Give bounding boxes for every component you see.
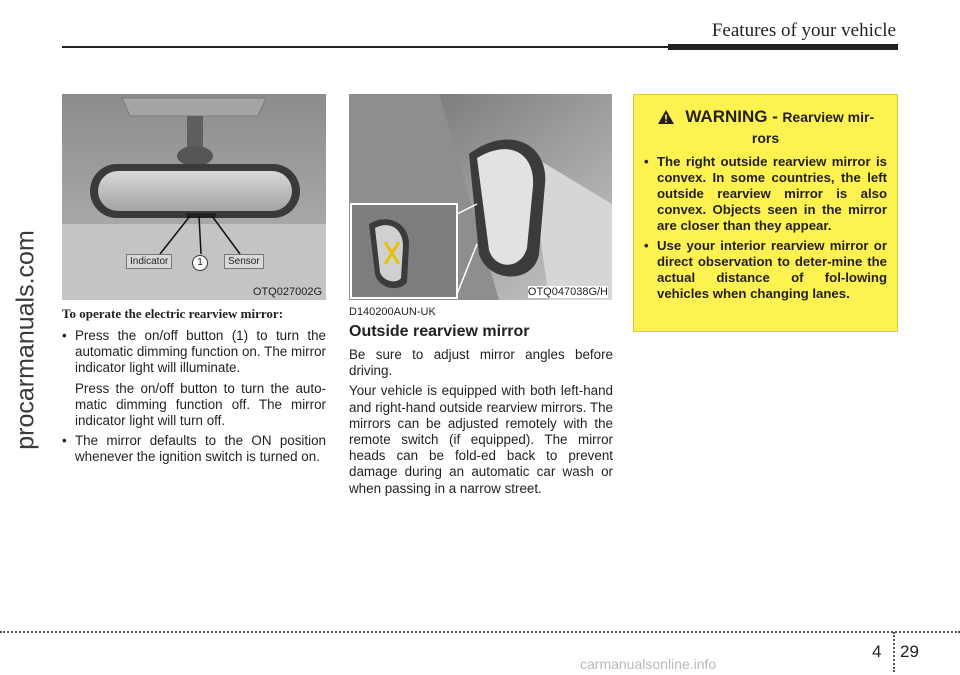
outside-mirror-illustration: [349, 94, 612, 300]
callout-indicator: Indicator: [126, 254, 172, 269]
footer-rule: [0, 631, 960, 633]
chapter-number: 4: [872, 642, 882, 661]
section-code: D140200AUN-UK: [349, 306, 436, 318]
paragraph: Your vehicle is equipped with both left-hand and right-hand outside rearview mirrors. The mirrors can be adjusted remotely with the remote switch (if equipped). The mirror heads can be fold-ed back to prevent damage during an automatic car wash or when passing in a narrow street.: [349, 383, 613, 496]
bullet-list: [62, 328, 326, 466]
warning-triangle-icon: [657, 109, 675, 130]
section-title: Outside rearview mirror: [349, 323, 530, 340]
bullet-icon: •: [62, 433, 67, 449]
warning-heading: [634, 107, 897, 146]
list-item: [644, 154, 887, 234]
figure-outside-mirror: [349, 94, 612, 300]
page-header-title: Features of your vehicle: [711, 20, 896, 41]
warning-text: The right outside rearview mirror is convex. In some countries, the left outside rearview mirror is also convex. Objects seen in the mirror are closer than they appear.: [657, 154, 887, 233]
bullet-text: The mirror defaults to the ON position whenever the ignition switch is turned on.: [75, 433, 326, 465]
warning-box: [633, 94, 898, 332]
column-middle: [349, 306, 613, 501]
warning-title-line1: Rearview mir-: [782, 109, 875, 125]
subheading: To operate the electric rearview mirror:: [62, 306, 284, 321]
footer-divider: [893, 632, 895, 672]
warning-label: WARNING -: [685, 107, 778, 126]
bullet-icon: •: [644, 154, 649, 169]
callout-sensor: Sensor: [224, 254, 264, 269]
list-item: [62, 328, 326, 429]
bullet-icon: •: [644, 238, 649, 253]
side-watermark: procarmanuals.com: [11, 230, 40, 450]
bullet-text: Press the on/off button (1) to turn the automatic dimming function on. The mirror indicator light will illuminate.: [75, 328, 326, 376]
bottom-watermark: carmanualsonline.info: [580, 656, 717, 672]
warning-text: Use your interior rearview mirror or direct observation to deter-mine the actual distance of fol-lowing vehicles when changing lanes.: [657, 238, 887, 301]
warning-list: [644, 154, 887, 302]
bullet-subtext: Press the on/off button to turn the auto-matic dimming function off. The mirror indicator light will turn off.: [75, 380, 326, 429]
bullet-icon: •: [62, 328, 67, 343]
warning-title-line2: rors: [751, 130, 780, 146]
header-rule-accent: [668, 44, 898, 50]
page-number: 29: [900, 642, 919, 661]
figure-code: OTQ047038G/H: [527, 286, 608, 298]
list-item: [62, 433, 326, 465]
paragraph: Be sure to adjust mirror angles before driving.: [349, 347, 613, 379]
list-item: [644, 238, 887, 302]
callout-number: 1: [192, 255, 208, 271]
figure-code: OTQ027002G: [252, 286, 322, 298]
column-left: [62, 306, 326, 470]
figure-interior-mirror: [62, 94, 326, 300]
